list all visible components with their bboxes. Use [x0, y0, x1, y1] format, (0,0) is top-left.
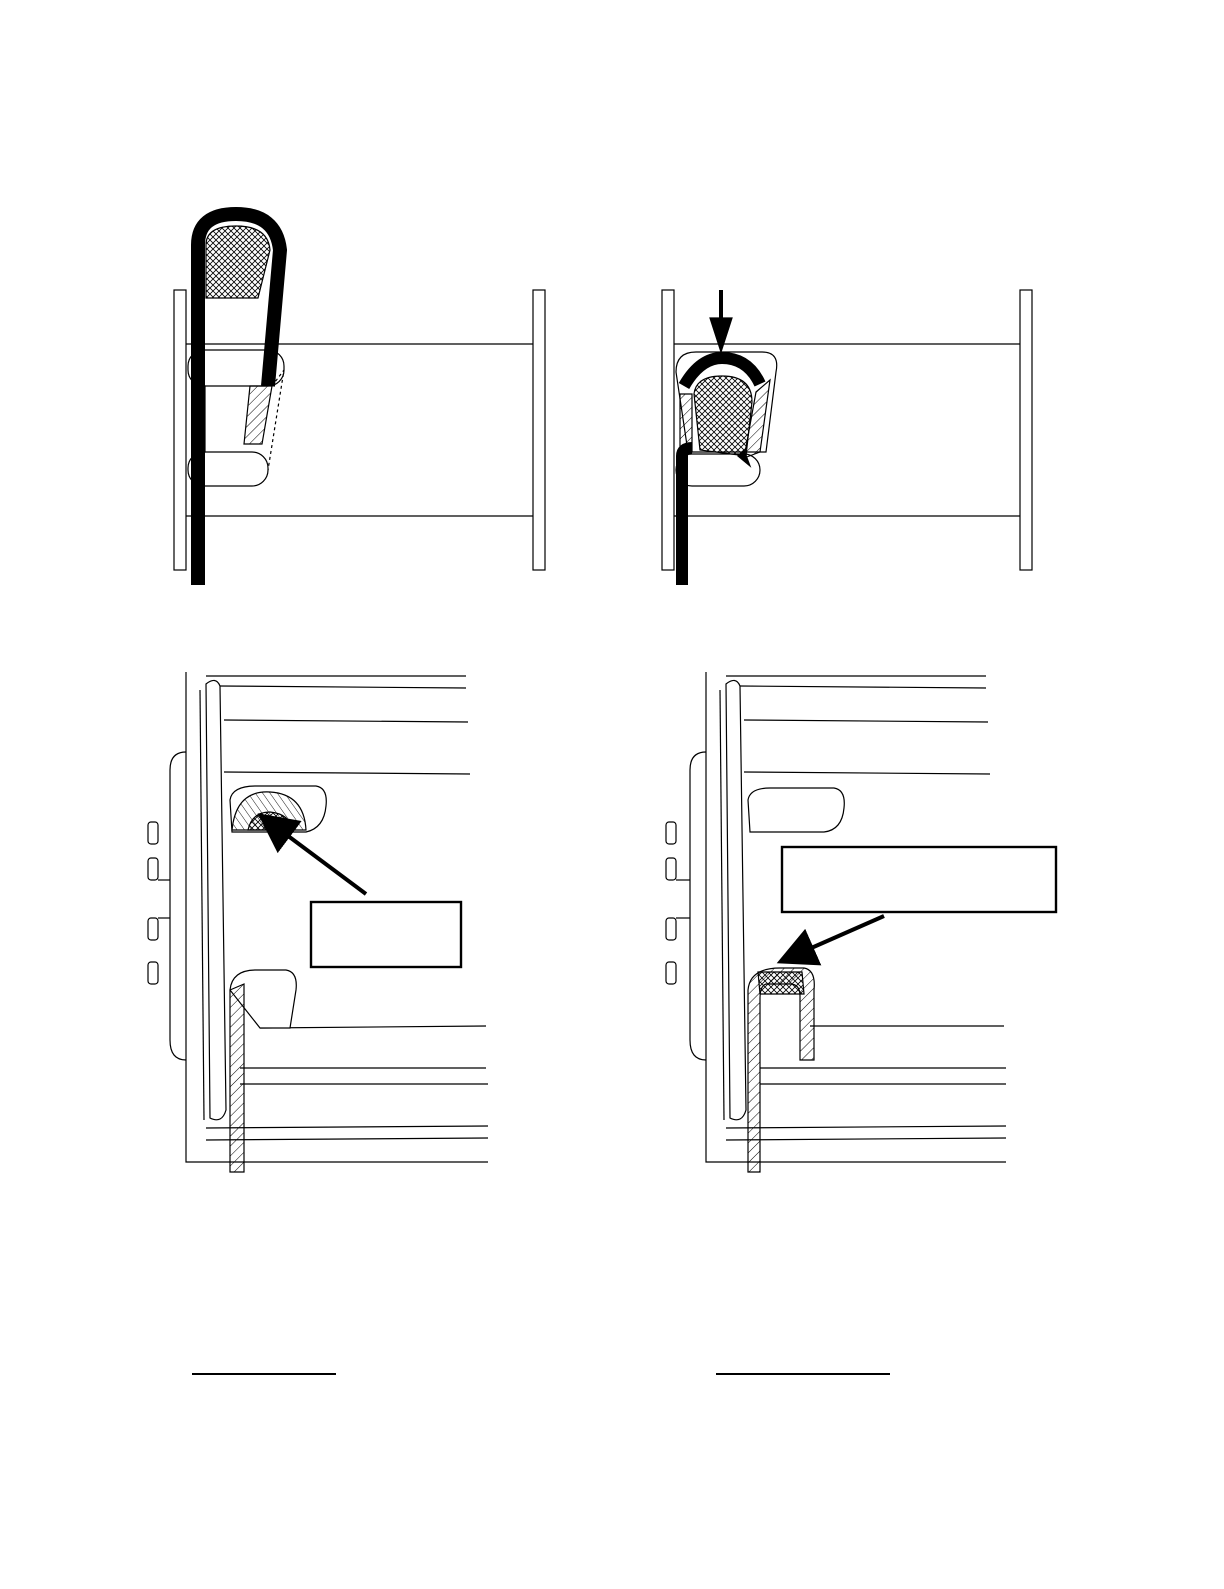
panel-cable-inserted: [174, 214, 545, 585]
right-flange: [1020, 290, 1032, 570]
callout-leader: [264, 818, 366, 894]
lower-slot-wall: [748, 968, 814, 1172]
panel-cable-pressed: [662, 290, 1032, 585]
callout-box: [782, 847, 1056, 912]
caption-underline-right: [716, 1373, 890, 1375]
cable-wedge: [694, 376, 752, 456]
panel-drum-end-right: [666, 672, 1056, 1172]
hub-bolts: [666, 822, 690, 984]
callout-leader: [784, 916, 884, 960]
right-flange: [533, 290, 545, 570]
panel-drum-end-left: [148, 672, 488, 1172]
caption-underline-left: [192, 1373, 336, 1375]
callout-box: [311, 902, 461, 967]
press-arrow: [710, 318, 732, 352]
drum-flange: [726, 680, 746, 1119]
left-flange: [662, 290, 674, 570]
left-flange: [174, 290, 186, 570]
hub-bolts: [148, 822, 170, 984]
cable-wedge: [206, 226, 270, 298]
drum-flange: [206, 680, 226, 1119]
wedge-installed: [758, 972, 804, 994]
upper-slot: [748, 788, 844, 832]
